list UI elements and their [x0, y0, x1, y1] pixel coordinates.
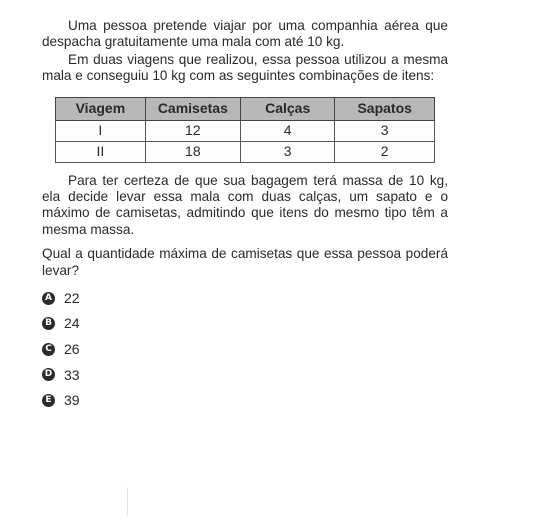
cell-camisetas: 12: [145, 120, 240, 141]
question-text: Qual a quantidade máxima de camisetas que essa pessoa poderá levar?: [42, 246, 448, 278]
table-row: [56, 141, 435, 162]
option-letter-badge: E: [42, 394, 55, 407]
option-e[interactable]: [42, 391, 448, 409]
items-table: [55, 97, 435, 163]
table-row: [56, 120, 435, 141]
question-page: [42, 18, 448, 417]
option-d[interactable]: [42, 366, 448, 384]
option-letter-badge: A: [42, 292, 55, 305]
option-c[interactable]: [42, 340, 448, 358]
option-letter-badge: C: [42, 343, 55, 356]
option-letter-badge: B: [42, 317, 55, 330]
option-value: 33: [64, 366, 80, 383]
cell-camisetas: 18: [145, 141, 240, 162]
table-header-row: [56, 97, 435, 120]
option-value: 24: [64, 315, 80, 332]
cell-sapatos: 3: [335, 120, 435, 141]
option-b[interactable]: [42, 315, 448, 333]
option-letter-badge: D: [42, 368, 55, 381]
cell-sapatos: 2: [335, 141, 435, 162]
cell-viagem: II: [56, 141, 146, 162]
cell-calcas: 4: [240, 120, 334, 141]
option-value: 22: [64, 289, 80, 306]
option-value: 26: [64, 341, 80, 358]
cell-calcas: 3: [240, 141, 334, 162]
header-camisetas: Camisetas: [145, 97, 240, 120]
header-sapatos: Sapatos: [335, 97, 435, 120]
header-viagem: Viagem: [56, 97, 146, 120]
header-calcas: Calças: [240, 97, 334, 120]
condition-paragraph: Para ter certeza de que sua bagagem terá massa de 10 kg, ela decide levar essa mala com duas calças, um sapato e o máximo de camisetas, admitindo que itens do mesmo tipo têm a mesma massa.: [42, 172, 448, 237]
intro-paragraph: Uma pessoa pretende viajar por uma companhia aérea que despacha gratuitamente uma mala com até 10 kg.: [42, 18, 448, 50]
option-a[interactable]: [42, 289, 448, 307]
cell-viagem: I: [56, 120, 146, 141]
option-value: 39: [64, 392, 80, 409]
trips-paragraph: Em duas viagens que realizou, essa pessoa utilizou a mesma mala e conseguiu 10 kg com as seguintes combinações de itens:: [42, 51, 448, 84]
scan-artifact-line: [127, 487, 128, 517]
answer-options: [42, 289, 448, 409]
